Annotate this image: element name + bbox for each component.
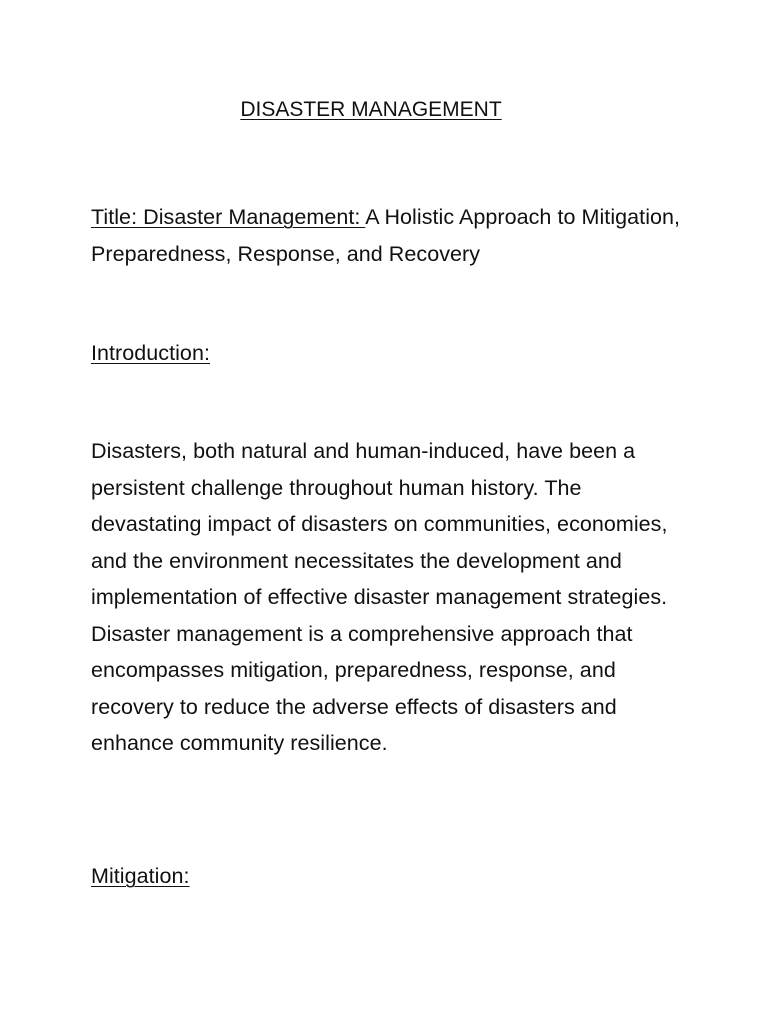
mitigation-heading-block [91,858,691,895]
title-paragraph [91,199,691,272]
introduction-heading: Introduction: [91,341,210,365]
title-text: A Holistic Approach to Mitigation, Preparedness, Response, and Recovery [91,205,681,266]
title-label: Title: Disaster Management: [91,205,366,229]
mitigation-heading: Mitigation: [91,864,190,888]
document-heading: DISASTER MANAGEMENT [240,98,502,121]
introduction-heading-block [91,335,691,372]
introduction-paragraph: Disasters, both natural and human-induced, have been a persistent challenge throughout human history. The devastating impact of disasters on communities, economies, and the environment necessitates the development and implementation of effective disaster management strategies. Disaster management is a comprehensive approach that encompasses mitigation, preparedness, response, and recovery to reduce the adverse effects of disasters and enhance community resilience. [91,439,668,755]
